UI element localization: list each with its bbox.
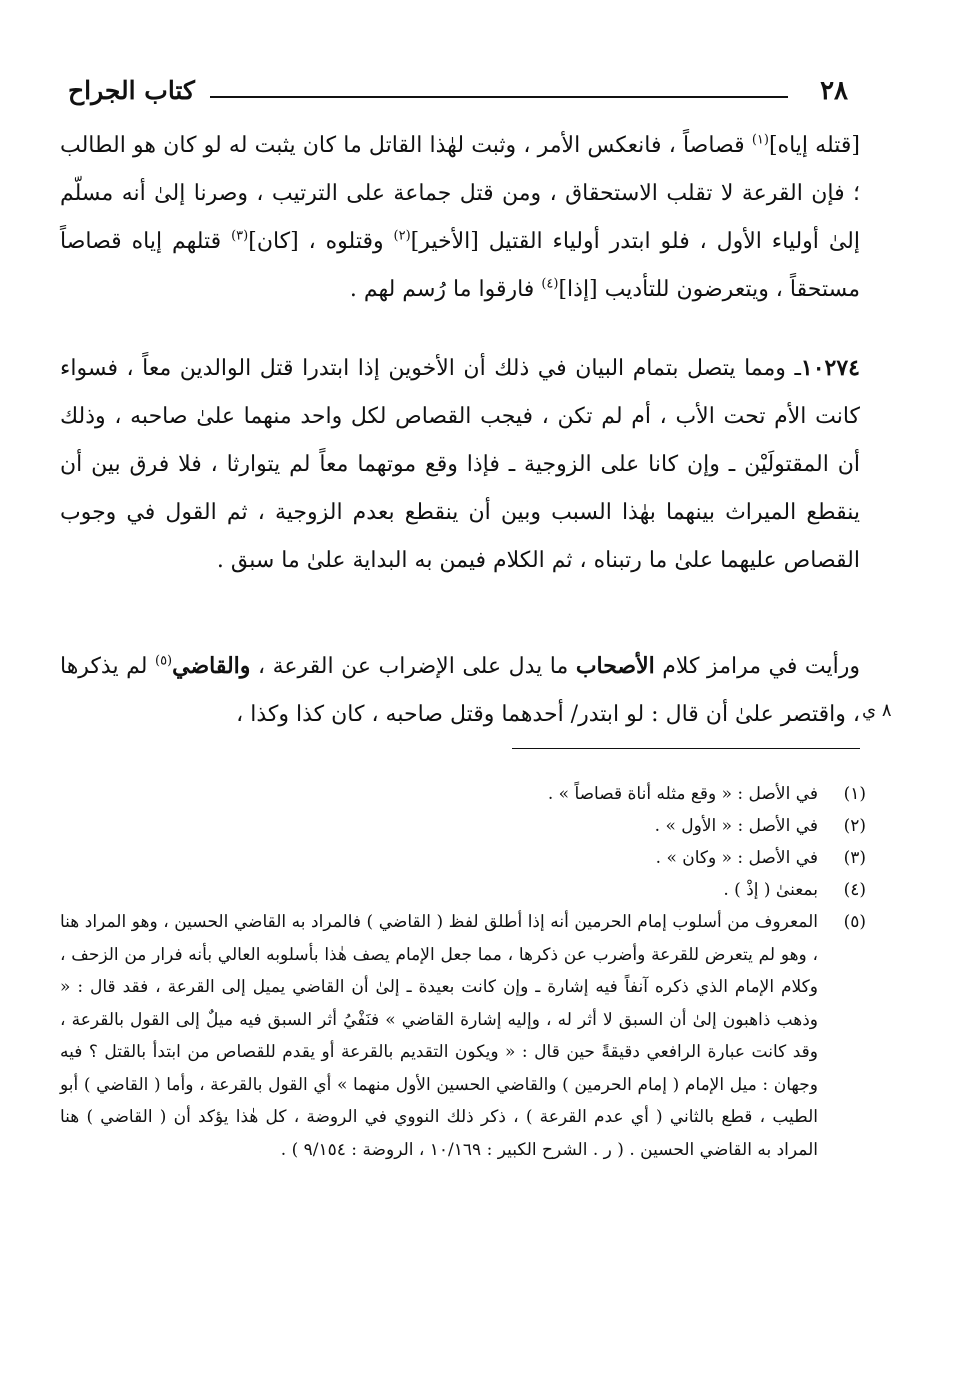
- footnote-item: [60, 778, 866, 810]
- text-segment: وقتلوه ، [كان]: [248, 229, 394, 254]
- footnote-item: [60, 874, 866, 906]
- text-segment: فارقوا ما رُسم لهم .: [349, 277, 542, 302]
- header-rule: [210, 96, 788, 98]
- footnote-number: (٤): [843, 880, 866, 900]
- footnote-ref-4[interactable]: (٤): [541, 276, 559, 292]
- paragraph-number: ١٠٢٧٤: [800, 355, 860, 381]
- footnote-item: [60, 810, 866, 842]
- footnote-text: في الأصل : « وكان » .: [655, 848, 818, 868]
- footnote-number: (٣): [843, 848, 866, 868]
- paragraph-continuation: [60, 122, 860, 314]
- page-number: ٢٨: [820, 76, 848, 106]
- footnote-item: [60, 906, 866, 1166]
- footnote-item: [60, 842, 866, 874]
- bold-term: الأصحاب: [575, 653, 655, 679]
- text-segment: ما يدل على الإضراب عن القرعة ،: [250, 654, 576, 679]
- footnote-number: (٢): [843, 816, 866, 836]
- footnote-ref-3[interactable]: (٣): [231, 228, 249, 244]
- paragraph-remark: [60, 642, 860, 739]
- page-header: [60, 72, 860, 112]
- text-segment: [قتله إياه]: [768, 133, 861, 158]
- footnote-number: (١): [843, 784, 866, 804]
- footnote-ref-5[interactable]: (٥): [154, 653, 173, 669]
- footnote-text: المعروف من أسلوب إمام الحرمين أنه إذا أطلق لفظ ( القاضي ) فالمراد به القاضي الحسين ، وهو المراد هنا ، وهو لم يتعرض للقرعة وأضرب عن ذكرها ، مما جعل الإمام يصف هٰذا بأسلوبه العالي بأنه فرار من الزحف ، وكلام الإمام الذي ذكره آنفاً فيه إشارة ـ وإن كانت بعيدة ـ إلىٰ أن القاضي يميل إلى القرعة ، فقد قال : « وذهب ذاهبون إلىٰ أن السبق لا أثر له ، وإليه إشارة القاضي » فنَفْيُ أثر السبق فيه ميلٌ إلى القول بالقرعة ، وقد كانت عبارة الرافعي دقيقةً حين قال : « ويكون التقديم بالقرعة أو يقدم للقصاص من ابتدأ بالقتل ؟ فيه وجهان : ميل الإمام ( إمام الحرمين ) والقاضي الحسين الأول منهما » أي القول بالقرعة ، وأما ( القاضي ) أبو الطيب ، قطع بالثاني ( أي عدم القرعة ) ، ذكر ذلك النووي في الروضة ، كل هٰذا يؤكد أن ( القاضي ) هنا المراد به القاضي الحسين . ( ر . الشرح الكبير : ١٠/١٦٩ ، الروضة : ٩/١٥٤ ) .: [60, 912, 818, 1160]
- text-segment: لم يذكرها ، واقتصر علىٰ أن قال : لو ابتدر/ أحدهما وقتل صاحبه ، كان كذا وكذا ،: [60, 654, 860, 727]
- text-segment: قتلهم إياه قصاصاً مستحقاً ، ويتعرضون للتأديب [إذا]: [60, 229, 860, 302]
- footnote-text: بمعنىٰ ( إذْ ) .: [723, 880, 818, 900]
- paragraph-10274: [60, 344, 860, 585]
- footnote-ref-2[interactable]: (٢): [393, 228, 411, 244]
- footnote-separator: [512, 748, 860, 749]
- footnote-text: في الأصل : « الأول » .: [654, 816, 818, 836]
- footnote-number: (٥): [843, 912, 866, 932]
- footnotes: [60, 778, 866, 1166]
- text-segment: ـ ومما يتصل بتمام البيان في ذلك أن الأخوين إذا ابتدرا قتل الوالدين معاً ، فسواء كانت الأم تحت الأب ، أم لم تكن ، فيجب القصاص لكل واحد منهما علىٰ صاحبه ، وذلك أن المقتولَيْن ـ وإن كانا على الزوجية ـ فإذا وقع موتهما معاً لم يتوارثا ، فلا فرق بين أن ينقطع الميراث بينهما بهٰذا السبب وبين أن ينقطع بعدم الزوجية ، ثم القول في وجوب القصاص عليهما علىٰ ما رتبناه ، ثم الكلام فيمن به البداية علىٰ ما سبق .: [60, 356, 860, 573]
- book-title: كتاب الجراح: [68, 76, 195, 105]
- footnote-ref-1[interactable]: (١): [751, 132, 769, 148]
- text-segment: ورأيت في مرامز كلام: [654, 654, 861, 679]
- text-segment: قصاصاً ، فانعكس الأمر ، وثبت لهٰذا القاتل ما كان يثبت له لو كان هو الطالب ؛ فإن القرعة لا تقلب الاستحقاق ، ومن قتل جماعة على الترتيب ، وصرنا إلىٰ أنه مسلّم إلىٰ أولياء الأول ، فلو ابتدر أولياء القتيل [الأخير]: [60, 133, 860, 254]
- footnote-text: في الأصل : « وقع مثله أناة قصاصاً » .: [547, 784, 818, 804]
- manuscript-folio-marker: ٨ ي: [862, 700, 892, 721]
- bold-term: والقاضي: [172, 653, 251, 679]
